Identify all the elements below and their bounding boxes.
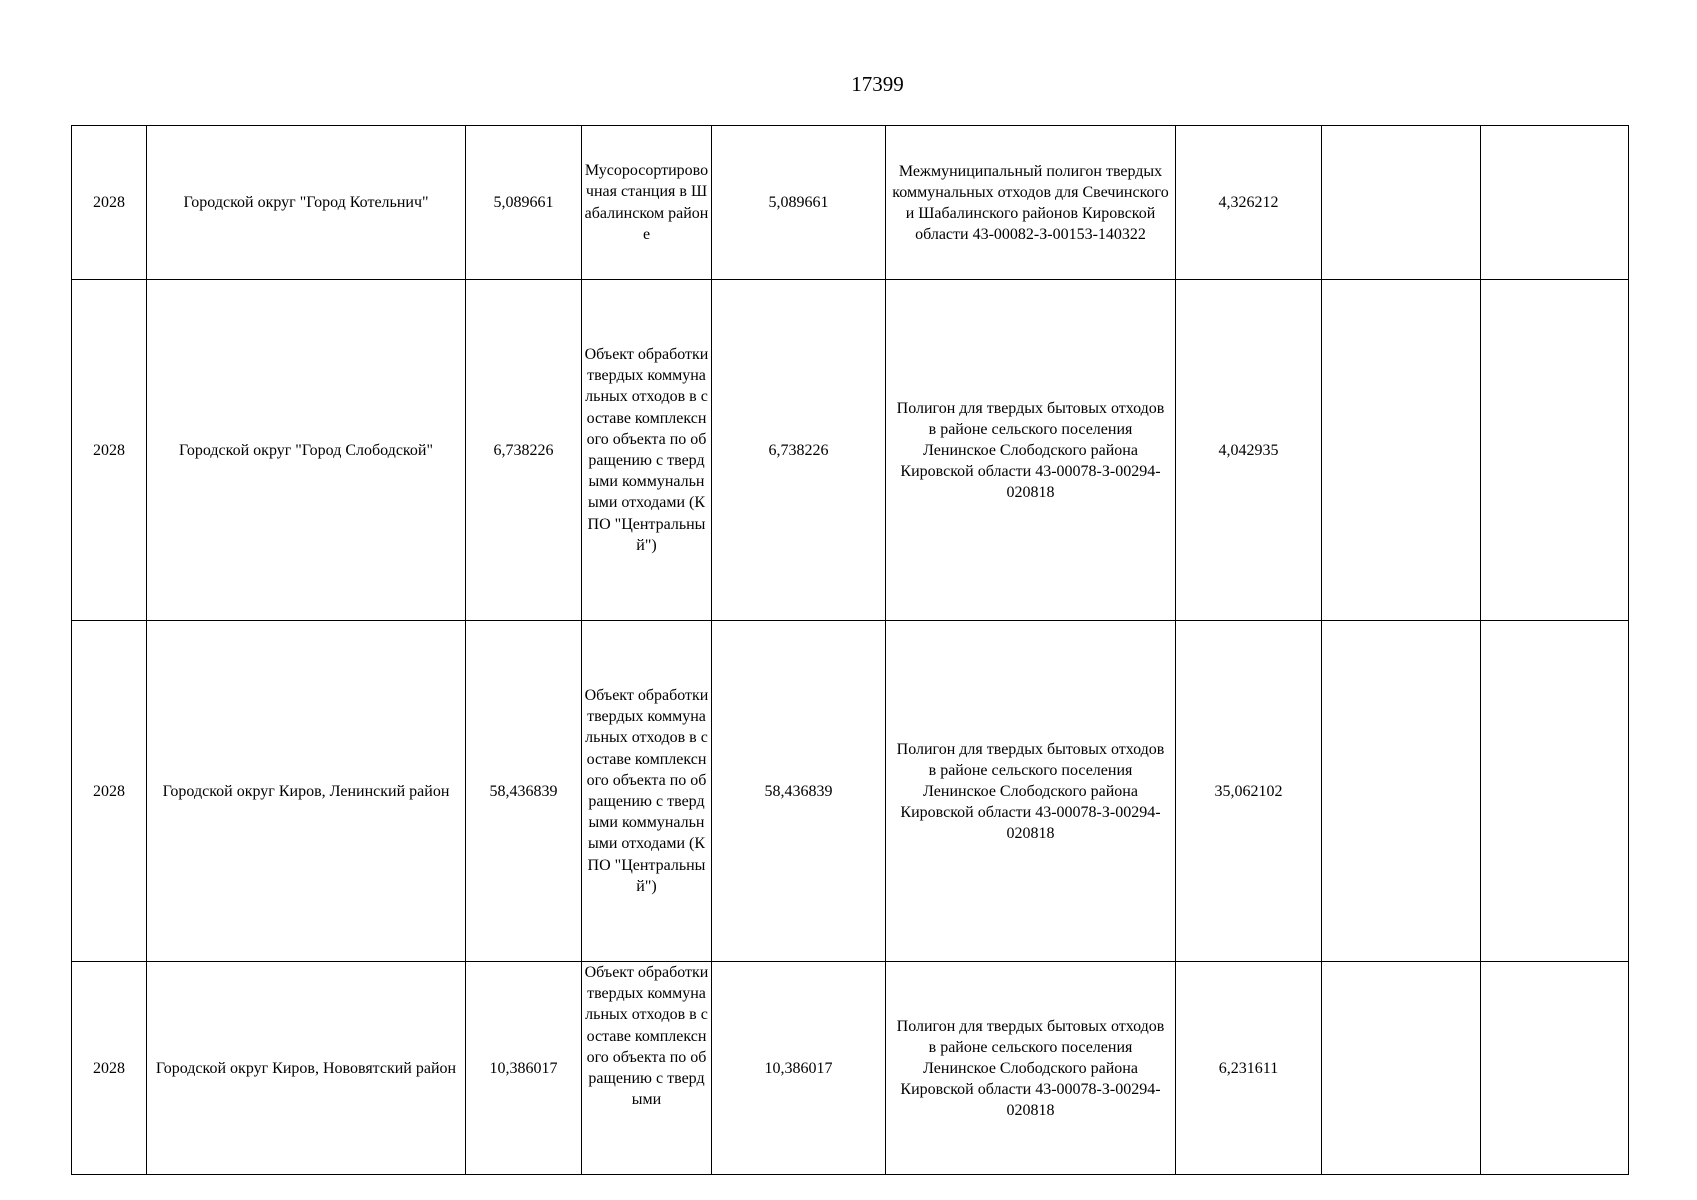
- volume-processed-cell: 6,738226: [712, 280, 886, 621]
- volume-disposed-cell: 4,326212: [1176, 126, 1322, 280]
- year-cell: 2028: [72, 621, 147, 962]
- volume-disposed-cell: 6,231611: [1176, 962, 1322, 1175]
- volume-processed-cell: 5,089661: [712, 126, 886, 280]
- landfill-cell: Межмуниципальный полигон твердых коммунальных отходов для Свечинского и Шабалинского районов Кировской области 43-00082-З-00153-140322: [886, 126, 1176, 280]
- landfill-cell: Полигон для твердых бытовых отходов в районе сельского поселения Ленинское Слободского района Кировской области 43-00078-З-00294-020818: [886, 280, 1176, 621]
- page-number: 17399: [851, 72, 904, 96]
- empty-cell: [1322, 280, 1481, 621]
- municipality-cell: Городской округ "Город Котельнич": [147, 126, 466, 280]
- landfill-cell: Полигон для твердых бытовых отходов в районе сельского поселения Ленинское Слободского района Кировской области 43-00078-З-00294-020818: [886, 621, 1176, 962]
- processing-facility-cell: [582, 962, 712, 1175]
- empty-cell: [1322, 621, 1481, 962]
- municipality-cell: Городской округ Киров, Ленинский район: [147, 621, 466, 962]
- municipality-cell: Городской округ "Город Слободской": [147, 280, 466, 621]
- processing-facility-cell: [582, 126, 712, 280]
- processing-facility-cell: [582, 621, 712, 962]
- volume-disposed-cell: 4,042935: [1176, 280, 1322, 621]
- volume-generated-cell: 5,089661: [466, 126, 582, 280]
- volume-generated-cell: 10,386017: [466, 962, 582, 1175]
- processing-facility-text: Объект обработки твердых коммунальных отходов в составе комплексного объекта по обращению с твердыми: [584, 964, 709, 1109]
- processing-facility-text: Мусоросортировочная станция в Шабалинском районе: [584, 162, 709, 243]
- year-cell: 2028: [72, 280, 147, 621]
- volume-disposed-cell: 35,062102: [1176, 621, 1322, 962]
- volume-generated-cell: 6,738226: [466, 280, 582, 621]
- year-cell: 2028: [72, 962, 147, 1175]
- municipality-cell: Городской округ Киров, Нововятский район: [147, 962, 466, 1175]
- landfill-cell: Полигон для твердых бытовых отходов в районе сельского поселения Ленинское Слободского района Кировской области 43-00078-З-00294-020818: [886, 962, 1176, 1175]
- table-row: [72, 962, 1629, 1175]
- year-cell: 2028: [72, 126, 147, 280]
- volume-generated-cell: 58,436839: [466, 621, 582, 962]
- empty-cell: [1481, 280, 1629, 621]
- volume-processed-cell: 58,436839: [712, 621, 886, 962]
- empty-cell: [1481, 621, 1629, 962]
- processing-facility-text: Объект обработки твердых коммунальных отходов в составе комплексного объекта по обращению с твердыми коммунальными отходами (КПО "Центральный"): [584, 686, 709, 895]
- waste-flow-table: [71, 125, 1629, 1175]
- empty-cell: [1481, 962, 1629, 1175]
- table-row: [72, 126, 1629, 280]
- processing-facility-cell: [582, 280, 712, 621]
- empty-cell: [1481, 126, 1629, 280]
- table-row: [72, 280, 1629, 621]
- processing-facility-text: Объект обработки твердых коммунальных отходов в составе комплексного объекта по обращению с твердыми коммунальными отходами (КПО "Центральный"): [584, 345, 709, 554]
- empty-cell: [1322, 126, 1481, 280]
- table-row: [72, 621, 1629, 962]
- empty-cell: [1322, 962, 1481, 1175]
- volume-processed-cell: 10,386017: [712, 962, 886, 1175]
